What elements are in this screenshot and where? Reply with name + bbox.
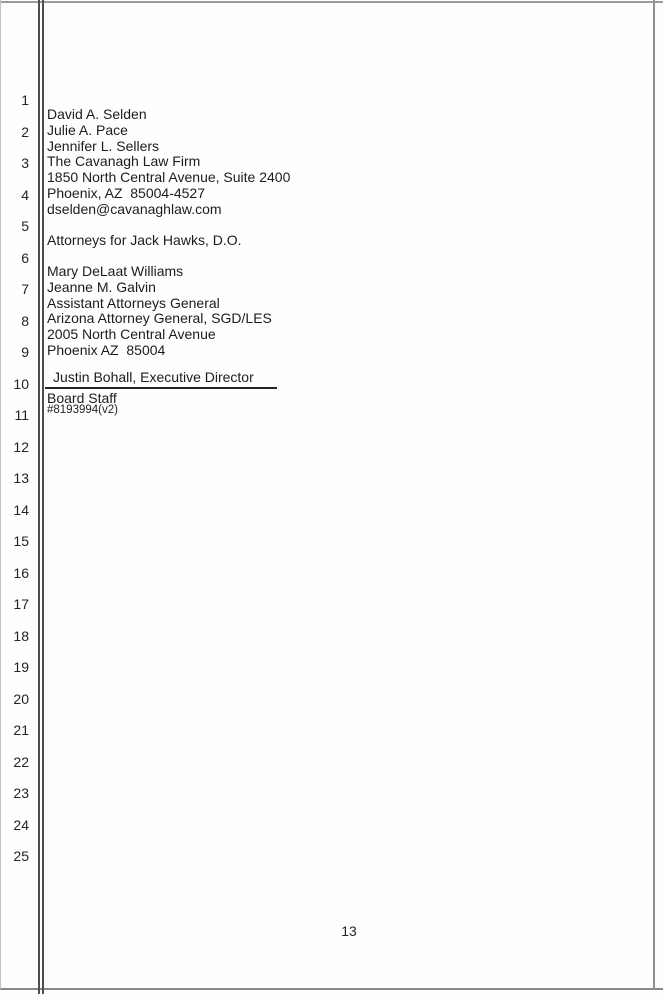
line-number: 25: [13, 848, 29, 864]
line-number: 17: [13, 596, 29, 612]
line-number: 16: [13, 564, 29, 581]
line-number: 19: [13, 659, 29, 675]
line-number: 12: [13, 438, 29, 455]
page-border-bottom: [0, 988, 663, 990]
counsel-text-line: 1850 North Central Avenue, Suite 2400: [47, 169, 291, 186]
counsel-block-attorney-general: [47, 264, 272, 359]
attorneys-for-text: Attorneys for Jack Hawks, D.O.: [47, 232, 242, 248]
counsel-text-line: Assistant Attorneys General: [47, 294, 220, 311]
line-number: 8: [21, 312, 29, 329]
line-number: 15: [13, 533, 29, 549]
page-border-right: [653, 0, 655, 989]
line-number: 18: [13, 627, 29, 644]
counsel-text-line: Arizona Attorney General, SGD/LES: [47, 310, 272, 327]
counsel-text-line: Phoenix, AZ 85004-4527: [47, 184, 206, 201]
counsel-text-line: Jeanne M. Galvin: [47, 278, 156, 295]
counsel-text-line: David A. Selden: [47, 106, 147, 122]
counsel-text-line: 2005 North Central Avenue: [47, 326, 216, 343]
pleading-rule-outer: [38, 0, 40, 994]
line-number: 20: [13, 690, 29, 707]
signature-name: Justin Bohall, Executive Director: [53, 369, 254, 385]
attorneys-for-line: [47, 233, 242, 249]
counsel-text-line: Phoenix AZ 85004: [47, 341, 166, 358]
line-number: 21: [13, 722, 29, 738]
line-number: 2: [21, 123, 29, 140]
page-number: 13: [341, 923, 357, 939]
line-number: 22: [13, 753, 29, 770]
line-number: 6: [21, 249, 29, 266]
pleading-rule-inner: [42, 0, 44, 994]
counsel-text-line: Mary DeLaat Williams: [47, 263, 184, 279]
counsel-block-cavanagh: [47, 107, 290, 218]
counsel-text-line: Julie A. Pace: [47, 121, 128, 138]
line-number: 10: [13, 375, 29, 392]
line-number-column: [0, 92, 29, 880]
counsel-text-line: The Cavanagh Law Firm: [47, 153, 201, 170]
line-number: 24: [13, 816, 29, 833]
line-number: 11: [14, 407, 29, 423]
line-number: 1: [21, 92, 29, 108]
signature-title: Board Staff: [47, 390, 117, 406]
counsel-text-line: dselden@cavanaghlaw.com: [47, 200, 222, 217]
page-border-top: [0, 1, 663, 3]
document-number: #8193994(v2): [47, 404, 118, 416]
line-number: 4: [21, 186, 29, 203]
counsel-text-line: Jennifer L. Sellers: [47, 137, 160, 154]
line-number: 13: [13, 470, 29, 486]
line-number: 7: [21, 281, 29, 297]
line-number: 14: [13, 501, 29, 518]
line-number: 5: [21, 218, 29, 234]
signature-underline: [45, 387, 277, 389]
line-number: 23: [13, 785, 29, 801]
line-number: 3: [21, 155, 29, 171]
line-number: 9: [21, 344, 29, 360]
